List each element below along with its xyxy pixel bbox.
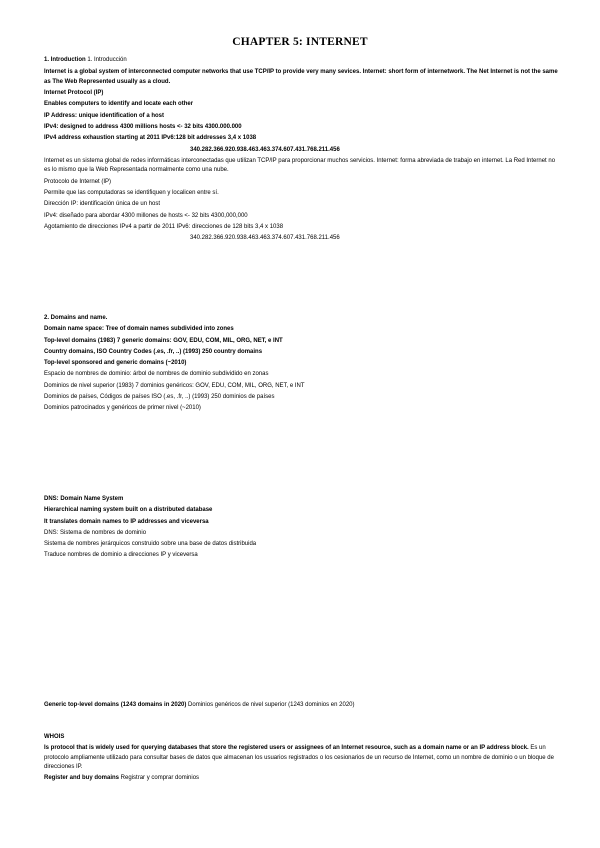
- domain-name-space: Domain name space: Tree of domain names subdivided into zones: [44, 326, 234, 333]
- ipv6-line-es: Agotamiento de direcciones IPv4 a partir de 2011 IPv6: direcciones de 128 bits 3,4 x 1038: [44, 223, 284, 230]
- page-title: CHAPTER 5: INTERNET: [232, 36, 368, 48]
- ip-heading-es: Protocolo de Internet (IP): [44, 178, 112, 185]
- dns-heading: DNS: Domain Name System: [44, 496, 124, 502]
- sponsored-domains: Top-level sponsored and generic domains (~2010): [44, 360, 187, 367]
- ipv6-line: IPv4 address exhaustion starting at 2011 IPv6:128 bit addresses 3,4 x 1038: [44, 135, 257, 142]
- ip-address-definition: IP Address: unique identification of a host: [44, 112, 165, 119]
- introduction-section: [44, 55, 560, 244]
- ipv4-line-es: IPv4: diseñado para abordar 4300 millones de hosts <- 32 bits 4300,000,000: [44, 212, 248, 219]
- register-domains-line: Register and buy domains Registrar y comprar dominios: [44, 774, 200, 781]
- whois-heading: WHOIS: [44, 734, 65, 740]
- ip-description: Enables computers to identify and locate each other: [44, 101, 194, 108]
- ip-heading: Internet Protocol (IP): [44, 90, 104, 97]
- dns-section: [44, 494, 560, 562]
- sponsored-domains-es: Dominios patrocinados y genéricos de primer nivel (~2010): [44, 405, 201, 412]
- generic-domains-section: [44, 700, 560, 711]
- introduction-heading: 1. Introduction 1. Introducción: [44, 57, 127, 63]
- dns-hierarchical: Hierarchical naming system built on a distributed database: [44, 507, 213, 514]
- top-level-domains-es: Dominios de nivel superior (1983) 7 dominios genéricos: GOV, EDU, COM, MIL, ORG, NET, e INT: [44, 382, 305, 389]
- internet-definition: Internet is a global system of interconnected computer networks that use TCP/IP to provide very many sevices. Internet: short form of internetwork. The Net Internet is not the same as The Web Represented usually as a cloud.: [44, 69, 558, 85]
- ipv4-line: IPv4: designed to address 4300 millions hosts <- 32 bits 4300.000.000: [44, 124, 242, 130]
- internet-definition-es: Internet es un sistema global de redes informáticas interconectadas que utilizan TCP/IP para proporcionar muchos servicios. Internet: forma abreviada de trabajo en internet. La Red Internet no es lo mismo que la Web Representada normalmente como una nube.: [44, 157, 556, 174]
- ip-address-definition-es: Dirección IP: identificación única de un host: [44, 201, 161, 208]
- dns-hierarchical-es: Sistema de nombres jerárquicos construido sobre una base de datos distribuida: [44, 541, 257, 548]
- dns-translates-es: Traduce nombres de dominio a direcciones IP y viceversa: [44, 552, 198, 559]
- whois-description: Is protocol that is widely used for querying databases that store the registered users or assignees of an Internet resource, such as a domain name or an IP address block. Es un protocolo ampliamente utilizado para consultar bases de datos que almacenan los usuarios registrados o los cesionarios de un recurso de Internet, como un nombre de dominio o un bloque de direcciones IP.: [44, 745, 554, 771]
- ip-description-es: Permite que las computadoras se identifiquen y localicen entre sí.: [44, 190, 219, 196]
- country-domains-es: Dominios de países, Códigos de países ISO (.es, .fr, ..) (1993) 250 dominios de países: [44, 394, 275, 401]
- whois-section: [44, 732, 560, 784]
- dns-translates: It translates domain names to IP addresses and viceversa: [44, 518, 209, 525]
- domains-section: [44, 313, 560, 415]
- ipv6-count-es: 340.282.366.920.938.463.463.374.607.431.768.211.456: [190, 235, 340, 242]
- domains-heading: 2. Domains and name.: [44, 315, 108, 321]
- generic-domains-line: Generic top-level domains (1243 domains in 2020) Dominios genéricos de nivel superior (1243 dominios en 2020): [44, 702, 355, 708]
- country-domains: Country domains, ISO Country Codes (.es, .fr, ..) (1993) 250 country domains: [44, 348, 263, 355]
- domain-name-space-es: Espacio de nombres de dominio: árbol de nombres de dominio subdividido en zonas: [44, 371, 269, 378]
- ipv6-count: 340.282.366.920.938.463.463.374.607.431.768.211.456: [190, 146, 340, 153]
- dns-heading-es: DNS: Sistema de nombres de dominio: [44, 529, 147, 536]
- top-level-domains: Top-level domains (1983) 7 generic domains: GOV, EDU, COM, MIL, ORG, NET, e INT: [44, 337, 283, 344]
